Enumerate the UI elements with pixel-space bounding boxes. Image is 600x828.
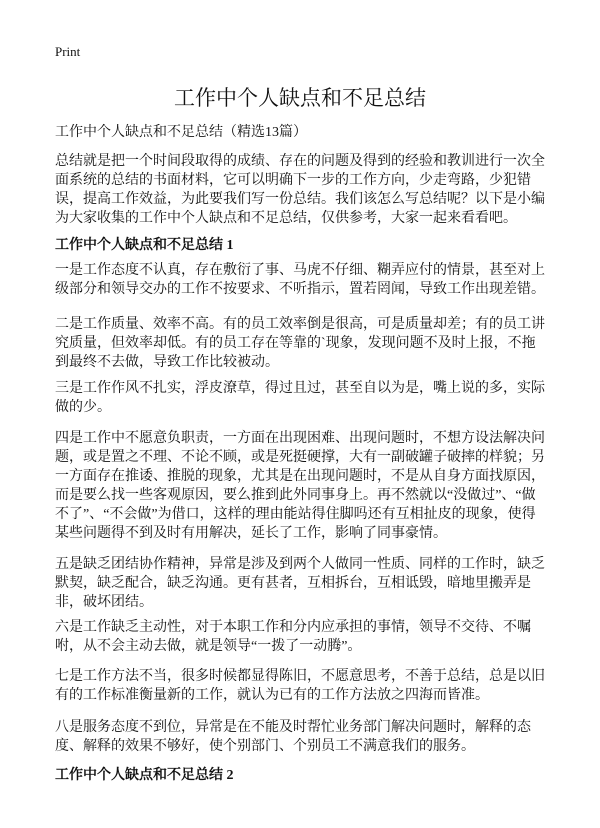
- paragraph-5: 五是缺乏团结协作精神，异常是涉及到两个人做同一性质、同样的工作时，缺乏默契，缺乏配合，缺乏沟通。更有甚者，互相拆台，互相诋毁，暗地里搬弄是非，破坏团结。: [55, 557, 545, 610]
- paragraph-4: 四是工作中不愿意负职责，一方面在出现困难、出现问题时，不想方设法解决问题，或是置之不理、不论不顾，或是死挺硬撑，大有一副破罐子破摔的样貌；另一方面存在推诿、推脱的现象，尤其是在出现问题时，不是从自身方面找原因，而是要么找一些客观原因，要么推到此外同事身上。再不然就以“没做过”、“做不了”、“不会做”为借口，这样的理由能站得住脚吗还有互相扯皮的现象，使得某些问题得不到及时有用解决，延长了工作，影响了同事豪情。: [55, 431, 545, 541]
- section-heading-2: 工作中个人缺点和不足总结 2: [55, 768, 234, 783]
- section-heading-1: 工作中个人缺点和不足总结 1: [55, 238, 234, 253]
- paragraph-1: 一是工作态度不认真，存在敷衍了事、马虎不仔细、糊弄应付的情景，甚至对上级部分和领导交办的工作不按要求、不听指示，置若罔闻，导致工作出现差错。: [55, 263, 545, 297]
- print-link[interactable]: Print: [55, 44, 81, 59]
- paragraph-6: 六是工作缺乏主动性，对于本职工作和分内应承担的事情，领导不交待、不嘱咐，从不会主动去做，就是领导“一拨了一动腾”。: [55, 620, 531, 654]
- paragraph-8: 八是服务态度不到位，异常是在不能及时帮忙业务部门解决问题时，解释的态度、解释的效果不够好，使个别部门、个别员工不满意我们的服务。: [55, 720, 531, 754]
- subtitle: 工作中个人缺点和不足总结（精选13篇）: [55, 125, 307, 140]
- intro-paragraph: 总结就是把一个时间段取得的成绩、存在的问题及得到的经验和教训进行一次全面系统的总结的书面材料，它可以明确下一步的工作方向，少走弯路，少犯错误，提高工作效益，为此要我们写一份总结。我们该怎么写总结呢？以下是小编为大家收集的工作中个人缺点和不足总结，仅供参考，大家一起来看看吧。: [55, 154, 545, 226]
- paragraph-2: 二是工作质量、效率不高。有的员工效率倒是很高，可是质量却差；有的员工讲究质量，但效率却低。有的员工存在等靠的`现象，发现问题不及时上报，不拖到最终不去做，导致工作比较被动。: [55, 317, 545, 370]
- paragraph-3: 三是工作作风不扎实，浮皮潦草，得过且过，甚至自以为是，嘴上说的多，实际做的少。: [55, 381, 545, 415]
- page-title: 工作中个人缺点和不足总结: [174, 86, 426, 110]
- paragraph-7: 七是工作方法不当，很多时候都显得陈旧，不愿意思考，不善于总结，总是以旧有的工作标准衡量新的工作，就认为已有的工作方法放之四海而皆准。: [55, 669, 545, 703]
